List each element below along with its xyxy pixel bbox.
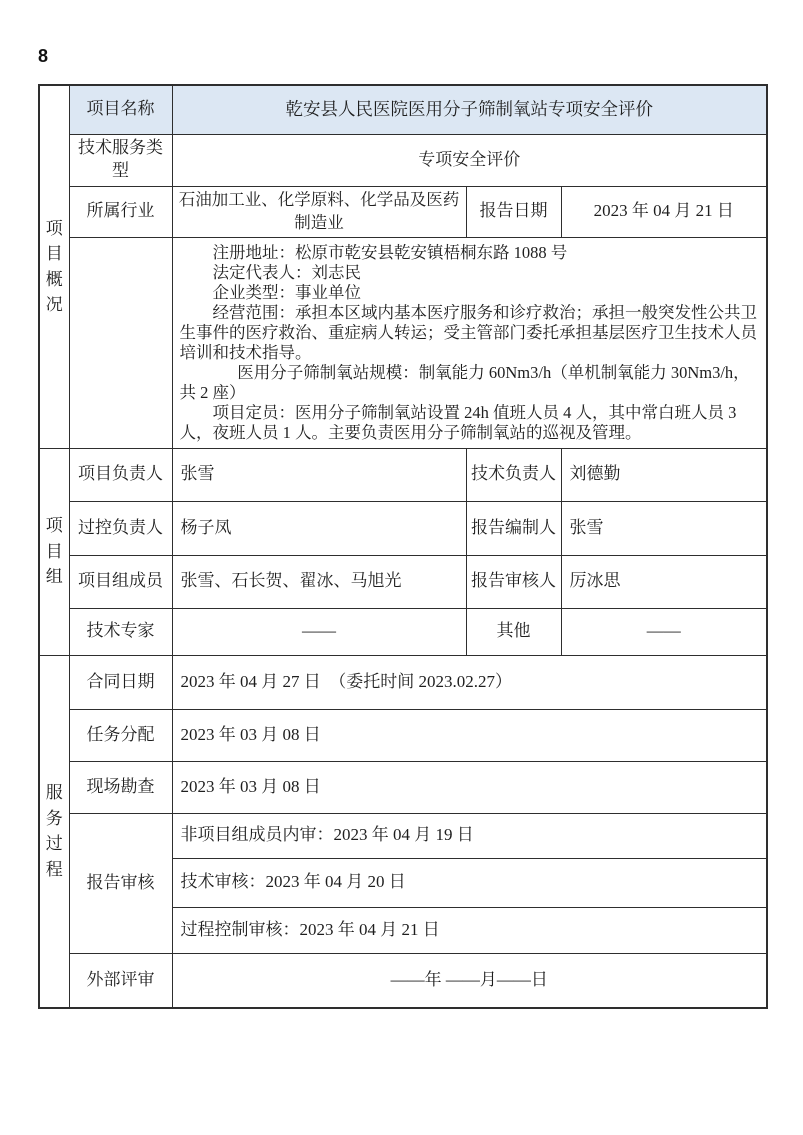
row-process-control-leader (39, 501, 767, 555)
section-label-overview: 项目概况 (39, 85, 69, 448)
project-name-label: 项目名称 (69, 85, 172, 134)
team-value: 刘德勤 (561, 448, 767, 501)
industry-label: 所属行业 (69, 186, 172, 237)
team-label: 技术专家 (69, 608, 172, 655)
external-review-label: 外部评审 (69, 953, 172, 1008)
external-review-value: ——年 ——月——日 (172, 953, 767, 1008)
row-team-members (39, 555, 767, 608)
team-label: 过控负责人 (69, 501, 172, 555)
overview-paragraph: 法定代表人：刘志民 (212, 262, 361, 282)
row-industry (39, 186, 767, 237)
team-value: —— (172, 608, 466, 655)
service-type-label: 技术服务类型 (69, 134, 172, 186)
overview-empty-label (69, 237, 172, 448)
overview-paragraph: 注册地址：松原市乾安县乾安镇梧桐东路 1088 号 (212, 242, 568, 262)
contract-date-label: 合同日期 (69, 655, 172, 709)
team-label: 其他 (466, 608, 561, 655)
team-value: —— (561, 608, 767, 655)
row-project-name (39, 85, 767, 134)
team-label: 报告审核人 (466, 555, 561, 608)
row-overview-description (39, 237, 767, 448)
project-name-value: 乾安县人民医院医用分子筛制氧站专项安全评价 (172, 85, 767, 134)
team-value: 张雪、石长贺、翟冰、马旭光 (172, 555, 466, 608)
row-contract-date (39, 655, 767, 709)
report-review-label: 报告审核 (69, 813, 172, 953)
report-date-value: 2023 年 04 月 21 日 (561, 186, 767, 237)
row-report-review-1 (39, 813, 767, 858)
team-value: 厉冰思 (561, 555, 767, 608)
row-technical-expert (39, 608, 767, 655)
overview-paragraph: 企业类型：事业单位 (212, 282, 361, 302)
team-label: 技术负责人 (466, 448, 561, 501)
row-project-leader (39, 448, 767, 501)
report-review-technical: 技术审核：2023 年 04 月 20 日 (172, 858, 767, 907)
report-date-label: 报告日期 (466, 186, 561, 237)
team-value: 张雪 (561, 501, 767, 555)
page-number: 8 (38, 46, 49, 66)
row-task-assignment (39, 709, 767, 761)
task-assignment-value: 2023 年 03 月 08 日 (172, 709, 767, 761)
report-review-process-control: 过程控制审核：2023 年 04 月 21 日 (172, 907, 767, 953)
team-value: 杨子凤 (172, 501, 466, 555)
overview-paragraph: 项目定员：医用分子筛制氧站设置 24h 值班人员 4 人，其中常白班人员 3 人，夜班人员 1 人。主要负责医用分子筛制氧站的巡视及管理。 (179, 402, 737, 442)
row-service-type (39, 134, 767, 186)
overview-description (172, 237, 767, 448)
row-site-survey (39, 761, 767, 813)
task-assignment-label: 任务分配 (69, 709, 172, 761)
section-label-process: 服务过程 (39, 655, 69, 1008)
site-survey-label: 现场勘查 (69, 761, 172, 813)
section-label-team: 项目组 (39, 448, 69, 655)
site-survey-value: 2023 年 03 月 08 日 (172, 761, 767, 813)
project-info-table (38, 84, 768, 1009)
team-label: 项目负责人 (69, 448, 172, 501)
row-external-review (39, 953, 767, 1008)
overview-paragraph: 医用分子筛制氧站规模：制氧能力 60Nm3/h（单机制氧能力 30Nm3/h，共 2 座） (179, 362, 750, 402)
team-value: 张雪 (172, 448, 466, 501)
team-label: 项目组成员 (69, 555, 172, 608)
overview-paragraph: 经营范围：承担本区域内基本医疗服务和诊疗救治；承担一般突发性公共卫生事件的医疗救治、重症病人转运；受主管部门委托承担基层医疗卫生技术人员培训和技术指导。 (179, 302, 757, 362)
report-review-internal: 非项目组成员内审：2023 年 04 月 19 日 (172, 813, 767, 858)
team-label: 报告编制人 (466, 501, 561, 555)
industry-value: 石油加工业、化学原料、化学品及医药制造业 (172, 186, 466, 237)
service-type-value: 专项安全评价 (172, 134, 767, 186)
contract-date-value: 2023 年 04 月 27 日 （委托时间 2023.02.27） (172, 655, 767, 709)
